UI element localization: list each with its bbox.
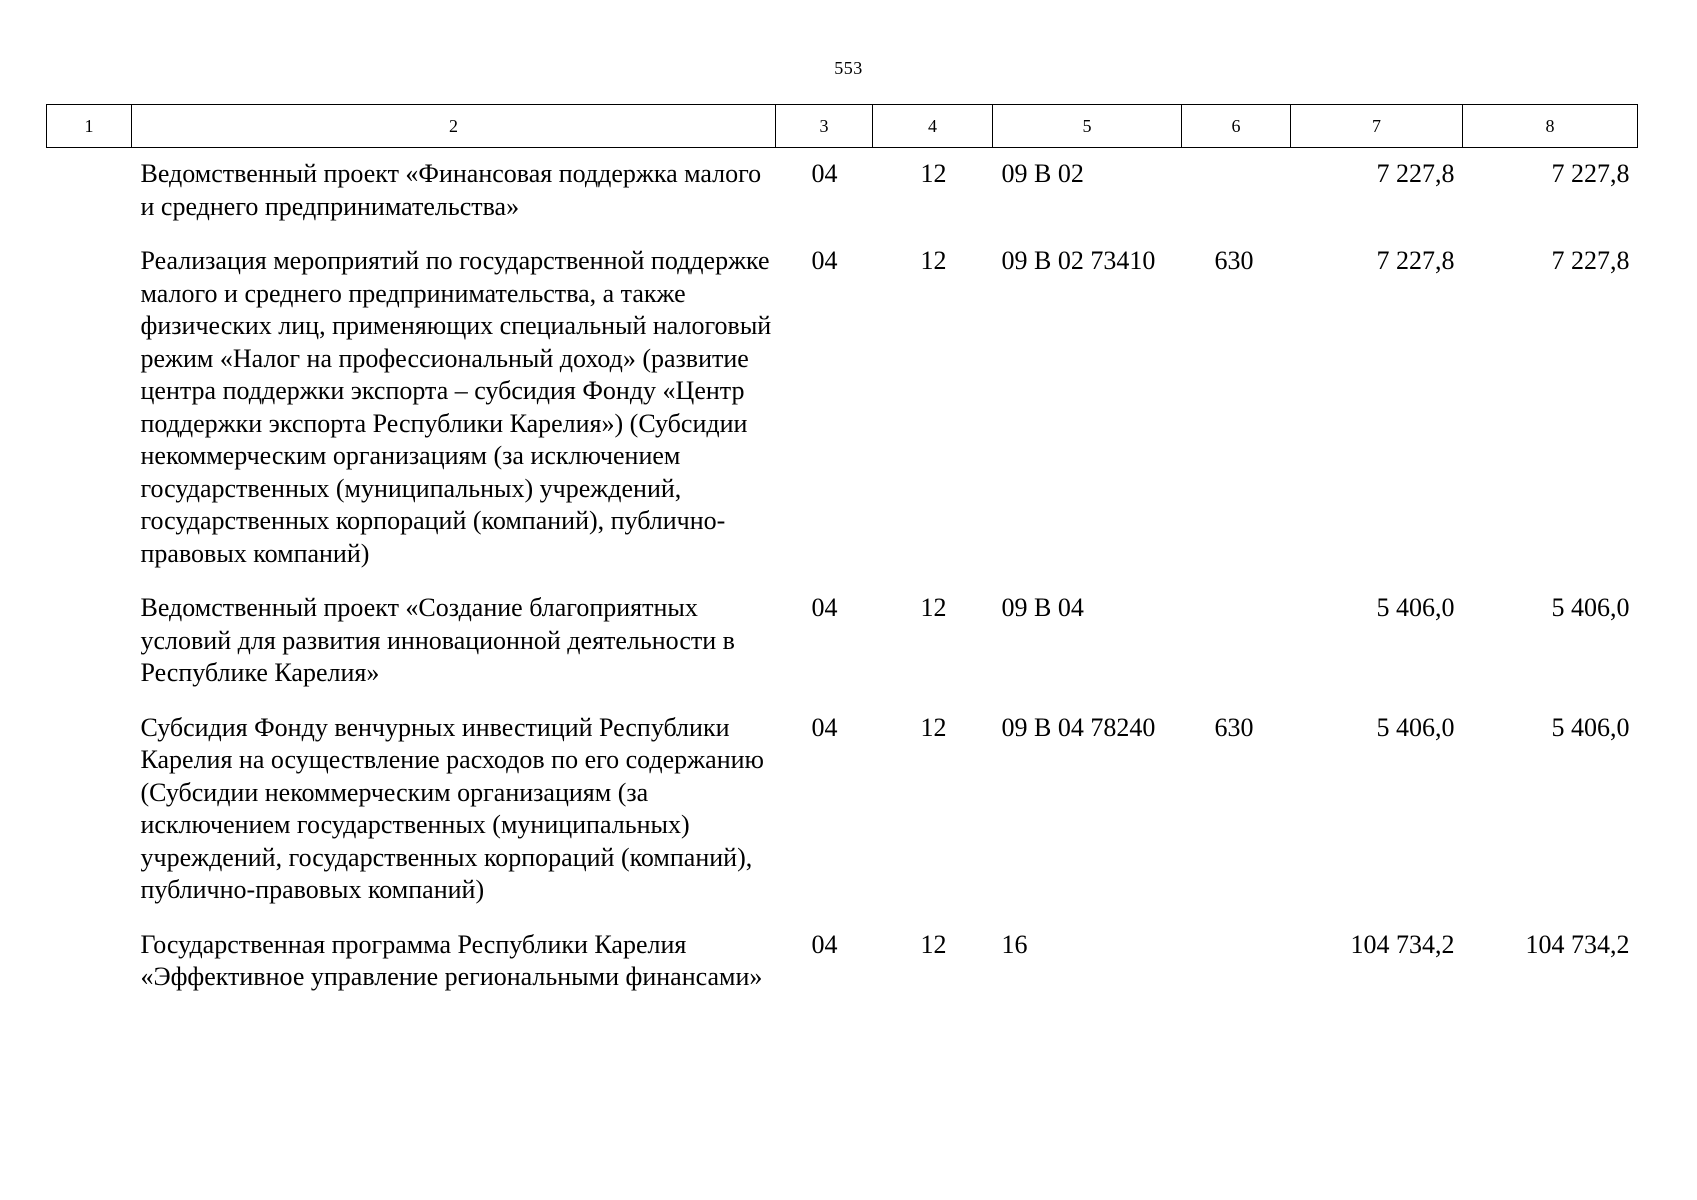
row-expense-type: 630 [1214, 246, 1254, 275]
table-row [47, 148, 1638, 236]
row-section: 04 [811, 246, 838, 275]
row-name: Ведомственный проект «Финансовая поддержка малого и среднего предпринимательства» [140, 159, 762, 221]
row-target-article: 09 В 04 [1001, 593, 1084, 622]
row-name: Реализация мероприятий по государственной поддержке малого и среднего предпринимательства, а также физических лиц, применяющих специальный налоговый режим «Налог на профессиональный доход» (развитие центра поддержки экспорта – субсидия Фонду «Центр поддержки экспорта Республики Карелия») (Субсидии некоммерческим организациям (за исключением государственных (муниципальных) учреждений, государственных корпораций (компаний), публично-правовых компаний) [140, 246, 772, 568]
row-amount-2: 7 227,8 [1551, 159, 1630, 188]
table-row [47, 702, 1638, 919]
row-amount-1: 104 734,2 [1350, 929, 1455, 959]
row-subsection: 12 [920, 712, 947, 742]
row-section: 04 [811, 712, 838, 742]
table-header-row [47, 105, 1638, 148]
row-number-cell [47, 148, 132, 236]
row-section: 04 [811, 929, 838, 959]
row-name: Ведомственный проект «Создание благоприятных условий для развития инновационной деятельности в Республике Карелия» [140, 593, 735, 687]
header-col-6: 6 [1182, 105, 1291, 148]
header-col-1: 1 [47, 105, 132, 148]
page-number: 553 [834, 58, 863, 78]
row-number-cell [47, 235, 132, 582]
header-col-3: 3 [776, 105, 873, 148]
row-amount-1: 7 227,8 [1376, 159, 1455, 188]
header-col-5: 5 [993, 105, 1182, 148]
row-target-article: 09 В 04 78240 [1001, 712, 1156, 742]
row-subsection: 12 [920, 246, 947, 275]
row-number-cell [47, 919, 132, 1006]
row-expense-type [1182, 919, 1291, 1006]
row-number-cell [47, 702, 132, 919]
row-amount-1: 7 227,8 [1376, 246, 1455, 275]
header-col-4: 4 [873, 105, 993, 148]
row-section: 04 [811, 593, 838, 622]
row-target-article: 09 В 02 73410 [1001, 246, 1156, 275]
row-expense-type [1182, 582, 1291, 702]
table-row [47, 919, 1638, 1006]
row-amount-1: 5 406,0 [1376, 593, 1455, 622]
row-section: 04 [811, 159, 838, 188]
table-row [47, 235, 1638, 582]
table-row [47, 582, 1638, 702]
row-target-article: 09 В 02 [1001, 159, 1084, 188]
header-col-2: 2 [132, 105, 776, 148]
row-amount-2: 7 227,8 [1551, 246, 1630, 275]
row-name: Государственная программа Республики Карелия «Эффективное управление региональными финансами» [140, 929, 763, 991]
row-subsection: 12 [920, 159, 947, 188]
row-subsection: 12 [920, 929, 947, 959]
row-target-article: 16 [1001, 929, 1028, 959]
row-subsection: 12 [920, 593, 947, 622]
row-name: Субсидия Фонду венчурных инвестиций Республики Карелия на осуществление расходов по его содержанию (Субсидии некоммерческим организациям (за исключением государственных (муниципальных) учреждений, государственных корпораций (компаний), публично-правовых компаний) [140, 712, 764, 904]
row-amount-1: 5 406,0 [1376, 712, 1455, 742]
row-amount-2: 104 734,2 [1525, 929, 1630, 959]
row-amount-2: 5 406,0 [1551, 712, 1630, 742]
budget-table [46, 104, 1638, 1006]
row-amount-2: 5 406,0 [1551, 593, 1630, 622]
row-expense-type [1182, 148, 1291, 236]
row-expense-type: 630 [1214, 712, 1254, 742]
header-col-7: 7 [1291, 105, 1463, 148]
header-col-8: 8 [1463, 105, 1638, 148]
row-number-cell [47, 582, 132, 702]
